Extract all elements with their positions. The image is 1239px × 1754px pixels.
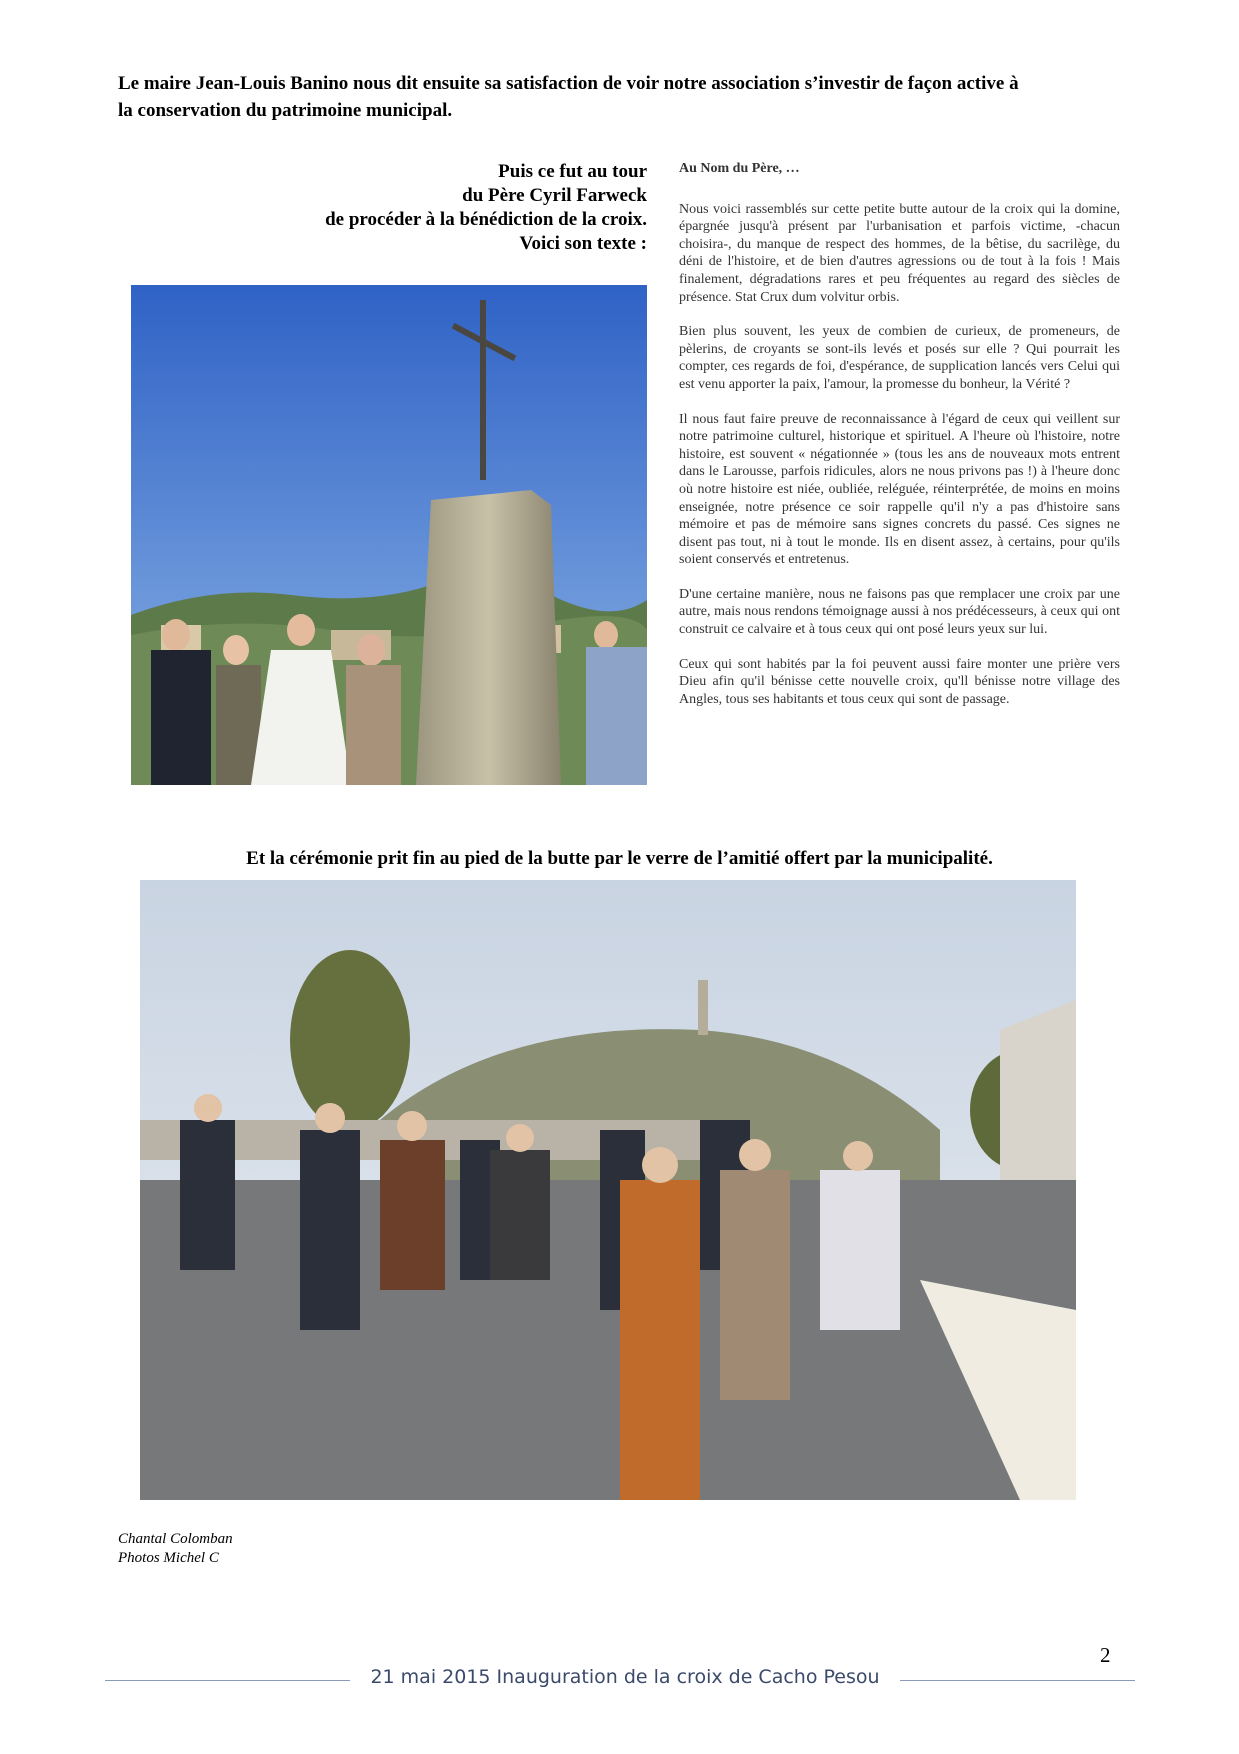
photo-credit: Photos Michel C bbox=[118, 1550, 219, 1566]
author-name: Chantal Colomban bbox=[118, 1531, 233, 1547]
intro-paragraph bbox=[118, 70, 1118, 124]
lead-line-3: de procéder à la bénédiction de la croix. bbox=[325, 209, 647, 230]
blessing-lead-text bbox=[250, 160, 647, 256]
lead-line-1: Puis ce fut au tour bbox=[498, 161, 647, 182]
quote-paragraph-4: D'une certaine manière, nous ne faisons pas que remplacer une croix par une autre, mais nous rendons témoignage aussi à nos prédécesseurs, à ceux qui ont construit ce calvaire et à tous ceux qui ont posé leurs yeux sur lui. bbox=[679, 586, 1120, 638]
priest-blessing-text bbox=[679, 160, 1120, 725]
quote-heading: Au Nom du Père, … bbox=[679, 161, 800, 176]
footer-title: 21 mai 2015 Inauguration de la croix de Cacho Pesou bbox=[370, 1666, 880, 1688]
cross-blessing-photo bbox=[131, 285, 647, 785]
intro-line-2: la conservation du patrimoine municipal. bbox=[118, 100, 453, 121]
quote-paragraph-2: Bien plus souvent, les yeux de combien de curieux, de promeneurs, de pèlerins, de croyants se sont-ils levés et posés sur elle ? Qui pourrait les compter, ces regards de foi, d'espérance, de supplication lancés vers Celui qui est venu apporter la paix, l'amour, la promesse du bonheur, la Vérité ? bbox=[679, 324, 1120, 392]
intro-line-1: Le maire Jean-Louis Banino nous dit ensuite sa satisfaction de voir notre association s’investir de façon active à bbox=[118, 73, 1019, 94]
footer-rule-right bbox=[900, 1680, 1135, 1681]
page-number: 2 bbox=[1100, 1643, 1111, 1667]
reception-caption: Et la cérémonie prit fin au pied de la butte par le verre de l’amitié offert par la municipalité. bbox=[246, 848, 993, 869]
lead-line-2: du Père Cyril Farweck bbox=[462, 185, 647, 206]
footer-rule-left bbox=[105, 1680, 350, 1681]
credits bbox=[118, 1530, 233, 1568]
lead-line-4: Voici son texte : bbox=[519, 233, 647, 254]
quote-paragraph-5: Ceux qui sont habités par la foi peuvent aussi faire monter une prière vers Dieu afin qu'il bénisse cette nouvelle croix, qu'll bénisse notre village des Angles, tous ses habitants et tous ceux qui sont de passage. bbox=[679, 656, 1120, 707]
quote-paragraph-1: Nous voici rassemblés sur cette petite butte autour de la croix qui la domine, épargnée jusqu'à présent par l'urbanisation et parfois victime, -chacun choisira-, du manque de respect des hommes, de la bêtise, du sacrilège, du déni de l'histoire, et de bien d'autres agressions ou de tout à la fois ! Mais finalement, dégradations rares et peu fréquentes au regard des siècles de présence. Stat Crux dum volvitur orbis. bbox=[679, 201, 1120, 305]
reception-photo bbox=[140, 880, 1076, 1500]
quote-paragraph-3: Il nous faut faire preuve de reconnaissance à l'égard de ceux qui veillent sur notre patrimoine culturel, historique et spirituel. A l'heure où l'histoire, notre histoire, est souvent « négationnée » (tous les ans de nouveaux mots entrent dans le Larousse, parfois ridicules, alors ne nous privons pas !) à l'heure donc où notre histoire est niée, oubliée, reléguée, réinterprétée, de moins en moins enseignée, notre présence ce soir rappelle qu'il n'y a pas d'histoire sans mémoire et pas de mémoire sans signes concrets du passé. Ces signes ne disent pas tout, ni à tout le monde. Ils en disent assez, à certains, pour qu'ils soient conservés et entretenus. bbox=[679, 411, 1120, 568]
